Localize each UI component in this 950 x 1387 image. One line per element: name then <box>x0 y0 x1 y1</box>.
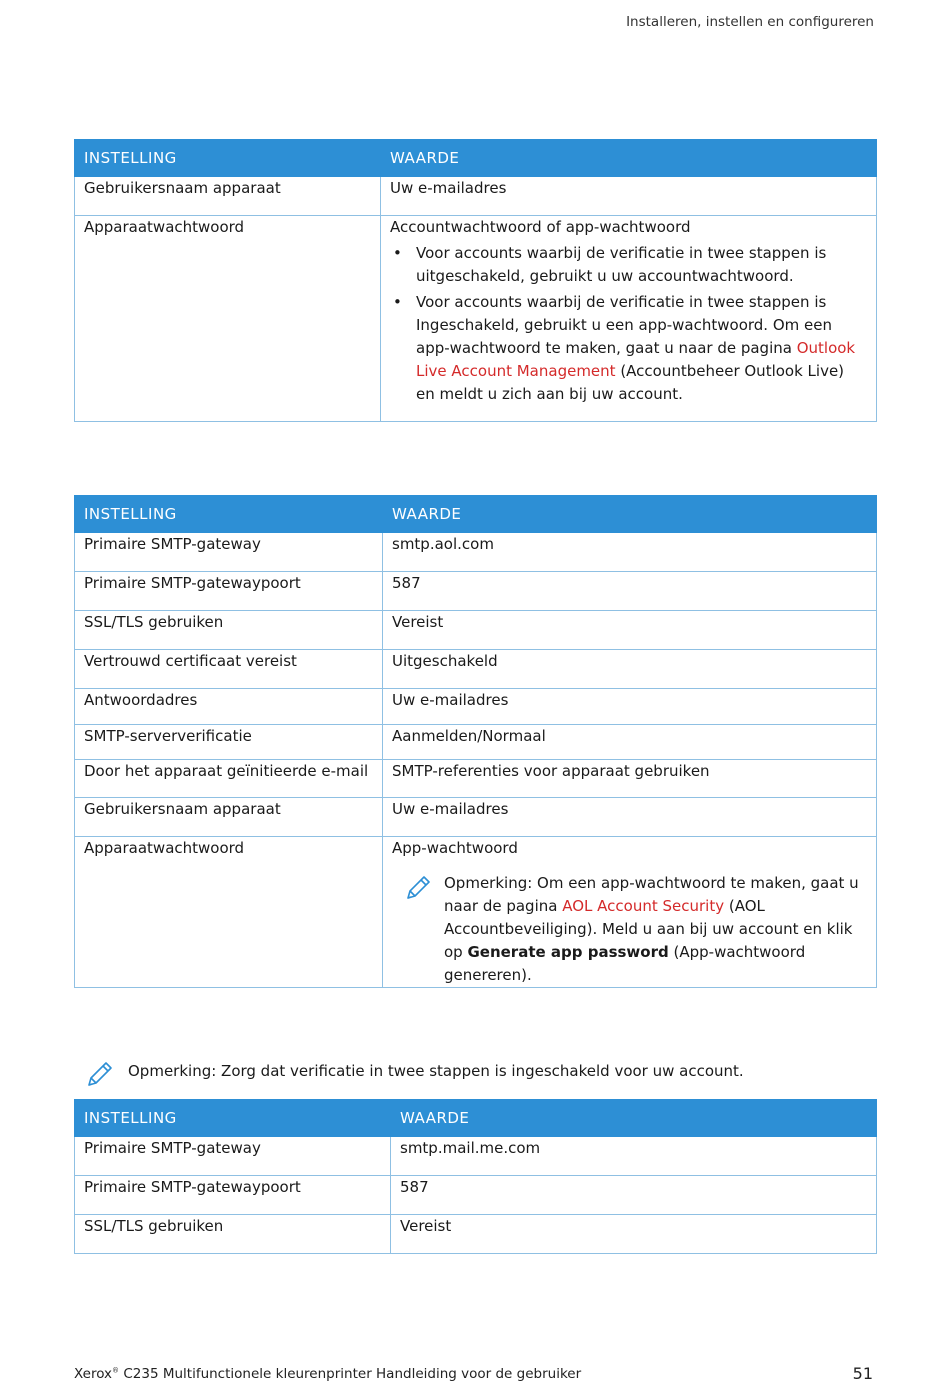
value-cell: SMTP-referenties voor apparaat gebruiken <box>383 760 877 798</box>
generate-app-password-label: Generate app password <box>467 943 669 961</box>
value-cell <box>383 837 877 988</box>
page-footer <box>74 1366 875 1382</box>
setting-cell: Primaire SMTP-gatewaypoort <box>75 1176 391 1215</box>
value-text: App-wachtwoord <box>392 839 518 857</box>
value-cell: Vereist <box>391 1215 877 1254</box>
setting-cell: Gebruikersnaam apparaat <box>75 798 383 837</box>
settings-table-3 <box>74 1099 877 1254</box>
value-cell: Aanmelden/Normaal <box>383 725 877 760</box>
value-cell <box>381 216 877 422</box>
value-text: Accountwachtwoord of app-wachtwoord <box>390 218 691 236</box>
pencil-note-icon <box>86 1060 114 1095</box>
table-row <box>75 177 877 216</box>
value-cell: 587 <box>391 1176 877 1215</box>
running-header: Installeren, instellen en configureren <box>626 14 874 30</box>
value-cell: smtp.mail.me.com <box>391 1137 877 1176</box>
value-cell: smtp.aol.com <box>383 533 877 572</box>
table-row <box>75 611 877 650</box>
setting-cell: Door het apparaat geïnitieerde e-mail <box>75 760 383 798</box>
setting-cell: Antwoordadres <box>75 689 383 725</box>
column-header-setting: INSTELLING <box>75 1100 391 1137</box>
setting-cell: Apparaatwachtwoord <box>75 837 383 988</box>
table-row <box>75 216 877 422</box>
note-two-step: Opmerking: Zorg dat verificatie in twee stappen is ingeschakeld voor uw account. <box>86 1060 908 1083</box>
table-row <box>75 1215 877 1254</box>
setting-cell: SSL/TLS gebruiken <box>75 1215 391 1254</box>
outlook-live-link[interactable]: Outlook Live Account Management <box>416 339 856 380</box>
value-cell: Uw e-mailadres <box>383 689 877 725</box>
setting-cell: Gebruikersnaam apparaat <box>75 177 381 216</box>
bullet-item: • Voor accounts waarbij de verificatie in twee stappen is uitgeschakeld, gebruikt u uw accountwachtwoord. <box>390 242 867 288</box>
table-row <box>75 798 877 837</box>
setting-cell: SMTP-serververificatie <box>75 725 383 760</box>
settings-table-1 <box>74 139 877 422</box>
pencil-note-icon <box>405 875 433 908</box>
table-row <box>75 689 877 725</box>
table-row <box>75 572 877 611</box>
value-cell: Uitgeschakeld <box>383 650 877 689</box>
page-number: 51 <box>852 1364 873 1383</box>
footer-brand: Xerox <box>74 1366 113 1382</box>
column-header-setting: INSTELLING <box>75 140 381 177</box>
setting-cell: Vertrouwd certificaat vereist <box>75 650 383 689</box>
value-cell: Uw e-mailadres <box>381 177 877 216</box>
table-row <box>75 1176 877 1215</box>
table-row <box>75 837 877 988</box>
setting-cell: Apparaatwachtwoord <box>75 216 381 422</box>
column-header-setting: INSTELLING <box>75 496 383 533</box>
column-header-value: WAARDE <box>383 496 877 533</box>
table-row <box>75 650 877 689</box>
table-row <box>75 533 877 572</box>
table-row <box>75 725 877 760</box>
table-row <box>75 1137 877 1176</box>
setting-cell: Primaire SMTP-gateway <box>75 1137 391 1176</box>
column-header-value: WAARDE <box>381 140 877 177</box>
bullet-list <box>390 242 867 406</box>
settings-table-2 <box>74 495 877 988</box>
value-cell: Uw e-mailadres <box>383 798 877 837</box>
setting-cell: Primaire SMTP-gatewaypoort <box>75 572 383 611</box>
setting-cell: Primaire SMTP-gateway <box>75 533 383 572</box>
note-block: Opmerking: Om een app-wachtwoord te maken, gaat u naar de pagina AOL Account Security (AOL Accountbeveiliging). Meld u aan bij uw account en klik op Generate app password (App-wachtwoord genereren). <box>392 872 867 987</box>
table-row <box>75 760 877 798</box>
setting-cell: SSL/TLS gebruiken <box>75 611 383 650</box>
aol-account-security-link[interactable]: AOL Account Security <box>562 897 725 915</box>
registered-mark: ® <box>112 1366 120 1375</box>
value-cell: 587 <box>383 572 877 611</box>
footer-title: C235 Multifunctionele kleurenprinter Handleiding voor de gebruiker <box>119 1366 582 1382</box>
column-header-value: WAARDE <box>391 1100 877 1137</box>
value-cell: Vereist <box>383 611 877 650</box>
bullet-item: • Voor accounts waarbij de verificatie in twee stappen is Ingeschakeld, gebruikt u een app-wachtwoord. Om een app-wachtwoord te maken, gaat u naar de pagina Outlook Live Account Management (Accountbeheer Outlook Live) en meldt u zich aan bij uw account. <box>390 291 867 406</box>
